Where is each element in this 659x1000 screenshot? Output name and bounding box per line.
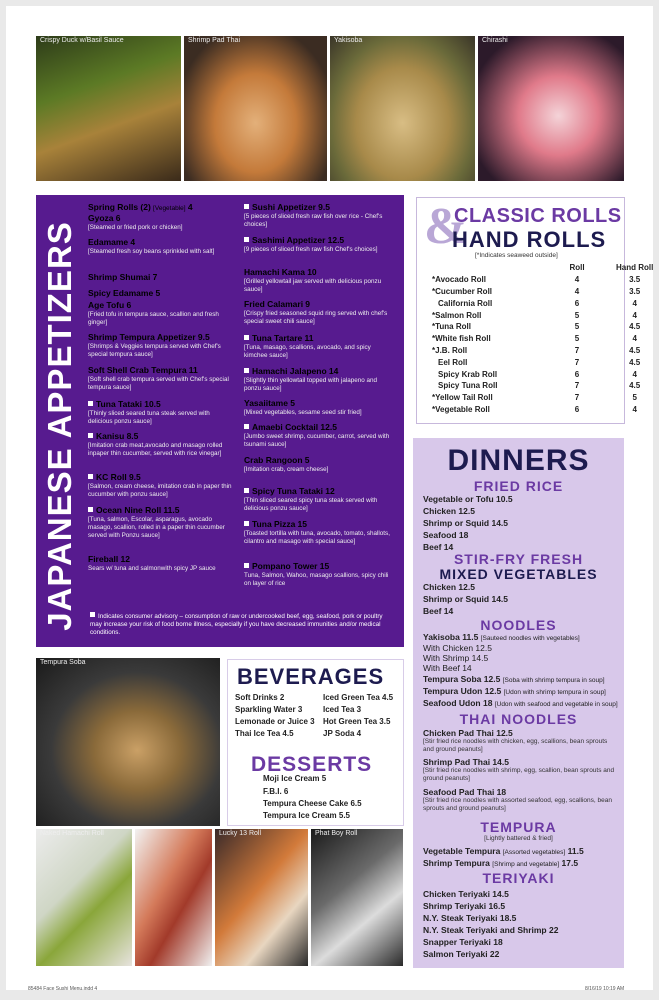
appetizers-title: JAPANESE APPETIZERS bbox=[41, 221, 78, 631]
appetizer-description: [9 pieces of sliced fresh raw fish Chef's choices] bbox=[244, 245, 378, 253]
roll-name: *Yellow Tail Roll bbox=[432, 393, 493, 403]
appetizer-description: [Slightly thin yellowtail topped with jalapeno and ponzu sauce] bbox=[244, 376, 378, 392]
advisory-marker-icon bbox=[88, 433, 93, 438]
dinner-item bbox=[423, 846, 584, 856]
roll-price: 7 bbox=[574, 381, 580, 391]
appetizer-name: Gyoza bbox=[88, 213, 114, 223]
col-roll-header: Roll bbox=[569, 263, 585, 273]
photo-caption: Chirashi bbox=[482, 37, 508, 44]
beverage-item: JP Soda 4 bbox=[323, 729, 362, 738]
appetizer-name: Ocean Nine Roll bbox=[96, 505, 162, 515]
photo-roll-2 bbox=[135, 829, 212, 966]
appetizer-price: 5 bbox=[304, 455, 310, 465]
roll-row bbox=[428, 309, 657, 321]
appetizer-description: [Toasted tortilla with tuna, avocado, tomato, shallots, cilantro and masago with special sauce] bbox=[244, 529, 390, 545]
dinner-item: N.Y. Steak Teriyaki and Shrimp 22 bbox=[423, 925, 559, 935]
appetizer-item bbox=[244, 456, 392, 474]
photo-shrimp-pad-thai bbox=[184, 36, 327, 181]
consumer-advisory: Indicates consumer advisory – consumption of raw or undercooked beef, egg, seafood, pork or poultry may increase your risk of food borne illness, especially if you have decreased immunities and/or medical conditions. bbox=[90, 613, 383, 636]
roll-price: 7 bbox=[574, 393, 580, 403]
mixed-vegetables-heading: MIXED VEGETABLES bbox=[439, 566, 598, 582]
dinner-item bbox=[423, 663, 472, 673]
appetizer-price: 11.5 bbox=[163, 505, 180, 515]
appetizer-price: 14 bbox=[328, 366, 339, 376]
dinner-item-note: [Udon with seafood and vegetable in soup] bbox=[494, 701, 618, 708]
appetizer-price: 12.5 bbox=[320, 422, 337, 432]
hand-roll-price: 3.5 bbox=[629, 286, 641, 296]
dinner-item bbox=[423, 698, 618, 708]
dessert-item: Tempura Cheese Cake 6.5 bbox=[263, 799, 362, 808]
beverages-heading: BEVERAGES bbox=[237, 664, 385, 689]
appetizer-name: Hamachi Kama bbox=[244, 267, 305, 277]
appetizer-name: Soft Shell Crab Tempura bbox=[88, 365, 187, 375]
roll-name: *J.B. Roll bbox=[432, 345, 468, 355]
photo-naked-hamachi-roll bbox=[36, 829, 132, 966]
hand-roll-price: 4 bbox=[632, 369, 637, 379]
beverage-item: Iced Tea 3 bbox=[323, 705, 362, 714]
hand-roll-price: 4.5 bbox=[629, 322, 641, 332]
appetizer-name: Fireball bbox=[88, 554, 119, 564]
advisory-marker-icon bbox=[244, 335, 249, 340]
photo-caption: Naked Hamachi Roll bbox=[40, 830, 104, 837]
dinner-item-name: Shrimp Tempura bbox=[423, 858, 490, 868]
appetizer-item bbox=[88, 301, 236, 327]
roll-price: 5 bbox=[574, 334, 580, 344]
dinner-item: Shrimp Teriyaki 16.5 bbox=[423, 901, 506, 911]
dinner-item bbox=[423, 643, 492, 653]
dinner-item: Chicken 12.5 bbox=[423, 582, 475, 592]
roll-name: Spicy Krab Roll bbox=[438, 369, 498, 379]
hand-roll-price: 4.5 bbox=[629, 381, 641, 391]
appetizer-description: [Shrimps & Veggies tempura served with Chef's special tempura sauce] bbox=[88, 342, 221, 358]
teriyaki-heading: TERIYAKI bbox=[482, 870, 555, 886]
appetizer-name: Yasaiitame bbox=[244, 398, 288, 408]
photo-caption: Lucky 13 Roll bbox=[219, 830, 262, 837]
roll-price: 4 bbox=[574, 286, 580, 296]
roll-name: California Roll bbox=[438, 298, 493, 308]
photo-caption: Shrimp Pad Thai bbox=[188, 37, 241, 44]
appetizer-item bbox=[244, 423, 392, 449]
appetizer-description: [Thinly sliced seared tuna steak served with delicious ponzu sauce] bbox=[88, 409, 210, 425]
appetizer-price: 10.5 bbox=[144, 399, 161, 409]
appetizer-item bbox=[88, 506, 236, 540]
appetizer-name: Shrimp Shumai bbox=[88, 272, 151, 282]
stir-fry-heading: STIR-FRY FRESH bbox=[453, 551, 584, 567]
appetizer-price: 4 bbox=[187, 202, 193, 212]
appetizer-item bbox=[244, 399, 392, 417]
photo-caption: Tempura Soba bbox=[40, 659, 86, 666]
dinner-item-price: 17.5 bbox=[561, 858, 579, 868]
roll-name: *Salmon Roll bbox=[432, 310, 482, 320]
roll-name: *White fish Roll bbox=[432, 334, 491, 344]
appetizer-name: Sushi Appetizer bbox=[252, 202, 316, 212]
roll-price: 5 bbox=[574, 310, 580, 320]
photo-yakisoba bbox=[330, 36, 475, 181]
appetizer-item bbox=[244, 300, 392, 326]
dinner-item-note: [Udon with shrimp tempura in soup] bbox=[503, 689, 606, 696]
appetizer-name: Tuna Tartare bbox=[252, 333, 303, 343]
dinner-item-name: With Chicken 12.5 bbox=[423, 643, 492, 653]
appetizer-price: 9.5 bbox=[197, 332, 210, 342]
dinner-item-note: [Soba with shrimp tempura in soup] bbox=[502, 677, 605, 684]
appetizer-price: 11 bbox=[304, 333, 314, 343]
appetizer-item bbox=[244, 236, 392, 254]
appetizer-name: Crab Rangoon bbox=[244, 455, 303, 465]
appetizer-description: [Tuna, masago, scallions, avocado, and spicy kimchee sauce] bbox=[244, 343, 371, 359]
photo-phat-boy-roll bbox=[311, 829, 403, 966]
appetizer-price: 9.5 bbox=[318, 202, 330, 212]
appetizer-item bbox=[88, 238, 236, 256]
dinner-item: Vegetable or Tofu 10.5 bbox=[423, 494, 513, 504]
appetizer-description: [Tuna, salmon, Escolar, asparagus, avocado masago, scallion, rolled in a paper thin cucumber served with Ponzu sauce] bbox=[88, 515, 225, 539]
roll-row bbox=[428, 380, 657, 392]
beverage-item: Sparkling Water 3 bbox=[235, 705, 303, 714]
roll-name: Spicy Tuna Roll bbox=[438, 381, 498, 391]
appetizer-description: [Imitation crab meat,avocado and masago rolled inpaper thin cucumber, served with rice vinegar] bbox=[88, 441, 223, 457]
appetizer-price: 6 bbox=[115, 213, 121, 223]
roll-row bbox=[428, 345, 657, 357]
appetizer-name: Age Tofu bbox=[88, 300, 125, 310]
advisory-marker-icon bbox=[88, 507, 93, 512]
roll-name: Eel Roll bbox=[438, 357, 468, 367]
appetizer-item bbox=[88, 214, 236, 232]
hand-rolls-heading: HAND ROLLS bbox=[452, 227, 607, 252]
appetizer-description: [Mixed vegetables, sesame seed stir fried] bbox=[244, 408, 362, 416]
dinner-item-description: [Stir fried rice noodles with chicken, egg, scallions, bean sprouts and ground peanuts] bbox=[423, 738, 608, 753]
dinner-item bbox=[423, 858, 578, 868]
appetizer-price: 10 bbox=[307, 267, 317, 277]
appetizer-item bbox=[88, 273, 236, 283]
appetizer-description: [Fried tofu in tempura sauce, scallion and fresh ginger] bbox=[88, 310, 219, 326]
footer-date: 8/16/19 10:19 AM bbox=[585, 986, 625, 992]
dessert-item: Moji Ice Cream 5 bbox=[263, 774, 327, 783]
dinner-item: Shrimp or Squid 14.5 bbox=[423, 594, 509, 604]
beverage-item: Iced Green Tea 4.5 bbox=[323, 693, 394, 702]
classic-rolls-heading: CLASSIC ROLLS bbox=[454, 205, 622, 227]
appetizer-item bbox=[88, 203, 236, 214]
appetizer-price: 12 bbox=[325, 486, 335, 496]
appetizer-description: [Crispy fried seasoned squid ring served with chef's special sweet chili sauce] bbox=[244, 309, 388, 325]
col-hand-roll-header: Hand Roll bbox=[616, 263, 654, 273]
advisory-marker-icon bbox=[244, 237, 249, 242]
dinner-item-name: With Beef 14 bbox=[423, 663, 472, 673]
appetizer-price: 15 bbox=[319, 561, 330, 571]
appetizer-description: [5 pieces of sliced fresh raw fish over rice - Chef's choices] bbox=[244, 212, 383, 228]
fried-rice-heading: FRIED RICE bbox=[473, 478, 564, 494]
advisory-marker-icon bbox=[244, 424, 249, 429]
advisory-marker-icon bbox=[90, 612, 95, 617]
dinner-item: Beef 14 bbox=[423, 542, 454, 552]
advisory-marker-icon bbox=[88, 401, 93, 406]
appetizer-item bbox=[244, 520, 392, 546]
beverage-item: Soft Drinks 2 bbox=[235, 693, 285, 702]
dinner-item: Chicken Teriyaki 14.5 bbox=[423, 889, 509, 899]
hand-roll-price: 4.5 bbox=[629, 345, 641, 355]
dinner-item-note: [Assorted vegetables] bbox=[502, 849, 566, 856]
roll-row bbox=[428, 321, 657, 333]
roll-price: 4 bbox=[574, 275, 580, 285]
appetizer-name: Spicy Tuna Tataki bbox=[252, 486, 324, 496]
beverage-item: Thai Ice Tea 4.5 bbox=[235, 729, 294, 738]
appetizer-item bbox=[244, 487, 392, 513]
dinner-item-note: [Sauteed noodles with vegetables] bbox=[480, 635, 580, 642]
hand-roll-price: 4.5 bbox=[629, 357, 641, 367]
hand-roll-price: 3.5 bbox=[629, 275, 641, 285]
appetizer-price: 5 bbox=[290, 398, 295, 408]
appetizer-price: 6 bbox=[126, 300, 132, 310]
appetizer-name: Amaebi Cocktail bbox=[252, 422, 319, 432]
dinner-item bbox=[423, 653, 488, 663]
photo-caption: Yakisoba bbox=[334, 37, 363, 44]
appetizer-description: Tuna, Salmon, Wahoo, masago scallions, spicy chili on layer of rice bbox=[244, 571, 389, 587]
appetizer-price: 8.5 bbox=[126, 431, 139, 441]
dinner-item bbox=[423, 674, 605, 684]
appetizer-description: [Soft shell crab tempura served with Chef's special tempura sauce] bbox=[88, 375, 229, 391]
appetizer-price: 12.5 bbox=[327, 235, 345, 245]
appetizer-item bbox=[88, 366, 236, 392]
dinner-item-name: Vegetable Tempura bbox=[423, 846, 501, 856]
roll-name: *Tuna Roll bbox=[432, 322, 471, 332]
dinner-item-description: [Stir fried rice noodles with shrimp, egg, scallion, bean sprouts and ground peanuts] bbox=[423, 767, 615, 782]
advisory-marker-icon bbox=[244, 488, 249, 493]
dinner-item: Snapper Teriyaki 18 bbox=[423, 937, 503, 947]
appetizer-price: 15 bbox=[297, 519, 307, 529]
advisory-marker-icon bbox=[88, 474, 93, 479]
appetizer-price: 12 bbox=[120, 554, 130, 564]
appetizer-name: Fried Calamari bbox=[244, 299, 304, 309]
photo-chirashi bbox=[478, 36, 624, 181]
appetizer-item bbox=[88, 432, 236, 458]
footer-file: 85484 Face Sushi Menu.indd 4 bbox=[28, 986, 98, 992]
roll-name: *Vegetable Roll bbox=[432, 404, 490, 414]
advisory-marker-icon bbox=[244, 563, 249, 568]
hand-roll-price: 4 bbox=[632, 310, 637, 320]
roll-price: 5 bbox=[574, 322, 580, 332]
dinner-item: Beef 14 bbox=[423, 606, 454, 616]
appetizer-name: Kanisu bbox=[96, 431, 125, 441]
appetizer-item bbox=[244, 268, 392, 294]
beverage-item: Lemonade or Juice 3 bbox=[235, 717, 315, 726]
appetizer-item bbox=[88, 289, 236, 299]
appetizer-name: Spring Rolls (2) bbox=[88, 202, 151, 212]
dinner-item: Salmon Teriyaki 22 bbox=[423, 949, 500, 959]
roll-row bbox=[428, 297, 657, 309]
photo-crispy-duck bbox=[36, 36, 181, 181]
dinner-item-note: [Shrimp and vegetable] bbox=[492, 861, 560, 868]
dinner-item: Chicken Pad Thai 12.5 bbox=[423, 728, 513, 738]
roll-row bbox=[428, 286, 657, 298]
advisory-marker-icon bbox=[244, 368, 249, 373]
appetizer-item bbox=[244, 367, 392, 393]
appetizer-name: Hamachi Jalapeno bbox=[252, 366, 327, 376]
appetizer-description: [Steamed or fried pork or chicken] bbox=[88, 223, 183, 231]
appetizer-name: Sashimi Appetizer bbox=[252, 235, 326, 245]
hand-roll-price: 4 bbox=[632, 334, 637, 344]
appetizer-description: [Imitation crab, cream cheese] bbox=[244, 465, 329, 473]
seaweed-note: [*Indicates seaweed outside] bbox=[475, 252, 558, 259]
appetizer-name: Spicy Edamame bbox=[88, 288, 154, 298]
advisory-marker-icon bbox=[244, 521, 249, 526]
roll-row bbox=[428, 333, 657, 345]
tempura-heading: TEMPURA bbox=[480, 819, 557, 835]
appetizer-price: 7 bbox=[152, 272, 158, 282]
dinner-item-name: Tempura Udon 12.5 bbox=[423, 686, 502, 696]
roll-price: 6 bbox=[574, 298, 580, 308]
photo-tempura-soba bbox=[36, 658, 220, 826]
dinner-item: Seafood Pad Thai 18 bbox=[423, 787, 507, 797]
dinner-item: Shrimp Pad Thai 14.5 bbox=[423, 757, 509, 767]
photo-caption: Phat Boy Roll bbox=[315, 830, 358, 837]
roll-price: 7 bbox=[574, 357, 580, 367]
roll-row bbox=[428, 404, 657, 416]
roll-price: 6 bbox=[574, 404, 580, 414]
appetizer-name: Tuna Pizza bbox=[252, 519, 296, 529]
appetizer-description: [Salmon, cream cheese, imitation crab in paper thin cucumber with ponzu sauce] bbox=[88, 482, 232, 498]
dinner-item-price: 11.5 bbox=[567, 846, 584, 856]
desserts-heading: DESSERTS bbox=[251, 753, 373, 776]
roll-price: 6 bbox=[574, 369, 580, 379]
roll-row bbox=[428, 392, 657, 404]
hand-roll-price: 5 bbox=[632, 393, 637, 403]
appetizer-item bbox=[88, 333, 236, 359]
appetizer-description: [Thin sliced seared spicy tuna steak served with delicious ponzu sauce] bbox=[244, 496, 378, 512]
appetizer-price: 9 bbox=[305, 299, 311, 309]
appetizer-name: Edamame bbox=[88, 237, 129, 247]
roll-price: 7 bbox=[574, 345, 580, 355]
dinner-item bbox=[423, 632, 580, 642]
photo-lucky-13-roll bbox=[215, 829, 308, 966]
roll-row bbox=[428, 274, 657, 286]
rolls-table bbox=[428, 262, 657, 415]
classic-rolls-title bbox=[424, 197, 622, 257]
ampersand: & bbox=[424, 198, 468, 255]
roll-name: *Avocado Roll bbox=[432, 275, 486, 285]
appetizer-item bbox=[244, 203, 392, 229]
dinner-item-description: [Stir fried rice noodles with assorted seafood, egg, scallions, bean sprouts and ground peanuts] bbox=[423, 797, 612, 812]
appetizer-description: [Jumbo sweet shrimp, cucumber, carrot, served with tsunami sauce] bbox=[244, 432, 390, 448]
appetizer-item bbox=[88, 400, 236, 426]
advisory-marker-icon bbox=[244, 204, 249, 209]
beverage-item: Hot Green Tea 3.5 bbox=[323, 717, 391, 726]
photo-caption: Crispy Duck w/Basil Sauce bbox=[40, 37, 124, 44]
dinner-item-name: With Shrimp 14.5 bbox=[423, 653, 489, 663]
appetizer-price: 5 bbox=[155, 288, 161, 298]
roll-row bbox=[428, 368, 657, 380]
appetizer-description: [Steamed fresh soy beans sprinkled with salt] bbox=[88, 247, 215, 255]
tempura-note: [Lightly battered & fried] bbox=[484, 835, 553, 842]
dinner-item: Seafood 18 bbox=[423, 530, 469, 540]
dinner-item: Chicken 12.5 bbox=[423, 506, 475, 516]
thai-noodles-heading: THAI NOODLES bbox=[459, 711, 578, 727]
appetizer-price: 9.5 bbox=[128, 472, 141, 482]
dinner-item-name: Seafood Udon 18 bbox=[423, 698, 493, 708]
appetizer-price: 11 bbox=[188, 365, 198, 375]
appetizer-item bbox=[244, 334, 392, 360]
noodles-heading: NOODLES bbox=[480, 617, 557, 633]
appetizer-name: Tuna Tataki bbox=[96, 399, 142, 409]
dinner-item: Shrimp or Squid 14.5 bbox=[423, 518, 509, 528]
appetizer-item bbox=[88, 473, 236, 499]
hand-roll-price: 4 bbox=[632, 298, 637, 308]
appetizer-price: 4 bbox=[130, 237, 136, 247]
roll-name: *Cucumber Roll bbox=[432, 286, 493, 296]
dinners-heading: DINNERS bbox=[447, 444, 590, 477]
dinner-item: N.Y. Steak Teriyaki 18.5 bbox=[423, 913, 517, 923]
appetizer-item bbox=[88, 555, 236, 573]
appetizer-name: Shrimp Tempura Appetizer bbox=[88, 332, 196, 342]
dessert-item: Tempura Ice Cream 5.5 bbox=[263, 811, 351, 820]
appetizer-note: [Vegetable] bbox=[153, 205, 186, 212]
dinner-item bbox=[423, 686, 606, 696]
appetizer-description: [Grilled yellowtail jaw served with delicious ponzu sauce] bbox=[244, 277, 382, 293]
roll-row bbox=[428, 356, 657, 368]
hand-roll-price: 4 bbox=[632, 404, 637, 414]
dessert-item: F.B.I. 6 bbox=[263, 787, 289, 796]
appetizer-item bbox=[244, 562, 392, 588]
dinner-item-name: Tempura Soba 12.5 bbox=[423, 674, 501, 684]
appetizer-name: KC Roll bbox=[96, 472, 127, 482]
appetizer-name: Pompano Tower bbox=[252, 561, 318, 571]
dinner-item-name: Yakisoba 11.5 bbox=[423, 632, 479, 642]
appetizer-description: Sears w/ tuna and salmonwith spicy JP sauce bbox=[88, 564, 216, 572]
